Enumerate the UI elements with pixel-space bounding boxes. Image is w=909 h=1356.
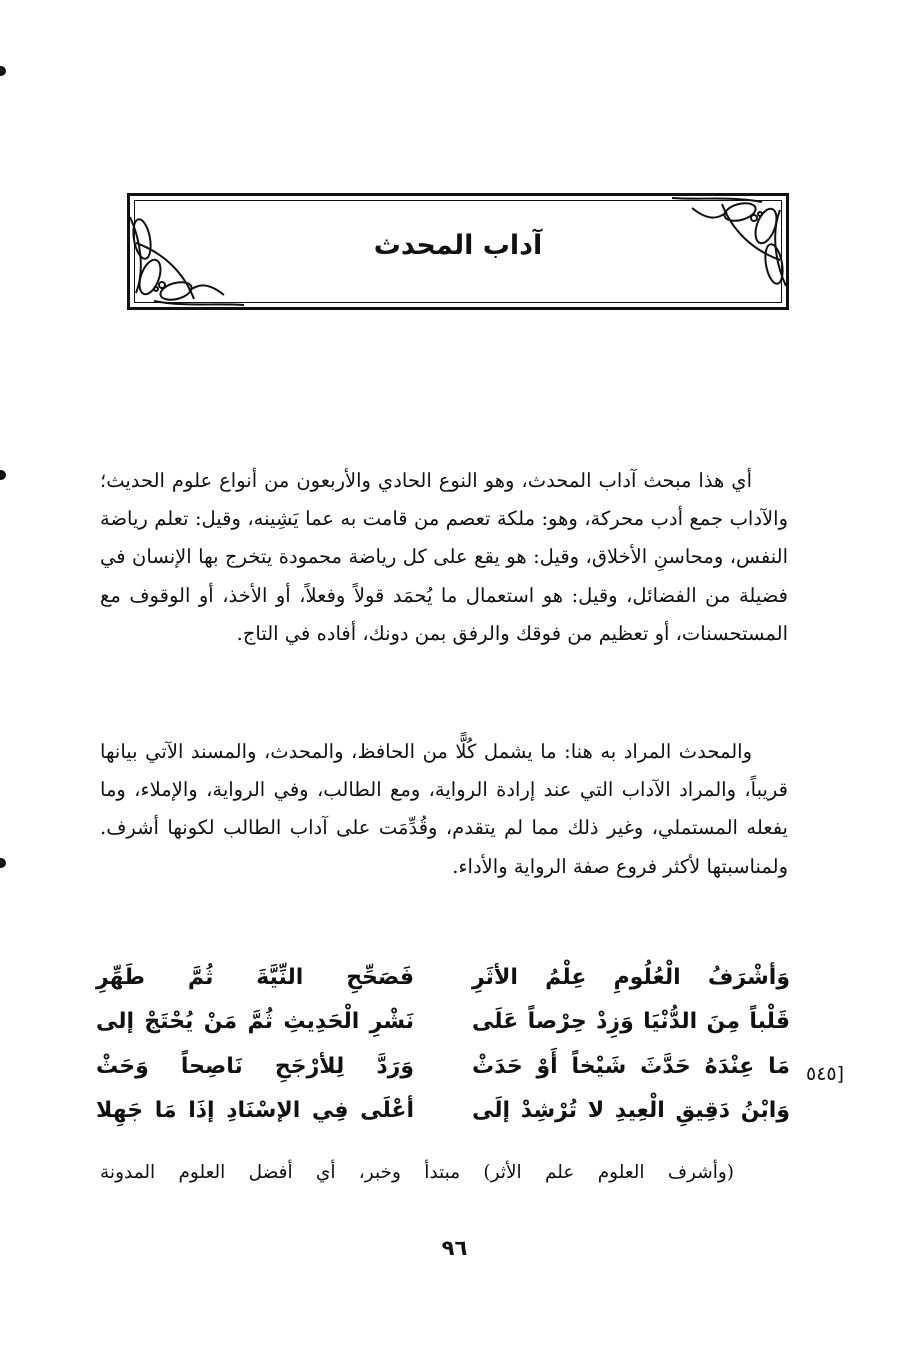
commentary-text: (وأشرف العلوم علم الأثر) مبتدأ وخبر، أي أفضل العلوم المدونة [100, 1162, 734, 1183]
verse-line [96, 1000, 790, 1045]
verse-second-hemistich: وَرَدَّ لِلأرْجَحِ نَاصِحاً وَحَثْ [96, 1053, 414, 1079]
verse-number: [٥٤٥ [806, 1063, 845, 1085]
binding-mark-top [0, 66, 6, 76]
paragraph-text: والمحدث المراد به هنا: ما يشمل كُلًّا من الحافظ، والمحدث، والمسند الآتي بيانها قريباً، والمراد الآداب التي عند إرادة الرواية، ومع الطالب، وفي الرواية، والإملاء، وما يفعله المستملي، وغير ذلك مما لم يتقدم، وقُدِّمَت على آداب الطالب لكونها أشرف. ولمناسبتها لأكثر فروع صفة الرواية والأداء. [100, 740, 788, 878]
verse-line [96, 1044, 790, 1089]
verse-first-hemistich: مَا عِنْدَهُ حَدَّثَ شَيْخاً أَوْ حَدَثْ [472, 1053, 790, 1079]
verse-first-hemistich: وَابْنُ دَقِيقِ الْعِيدِ لا تُرْشِدْ إلَى [472, 1098, 790, 1124]
verse-first-hemistich: قَلْباً مِنَ الدُّنْيَا وَزِدْ حِرْصاً عَلَى [472, 1009, 790, 1035]
chapter-title: آداب المحدث [373, 230, 543, 261]
binding-mark-lower [0, 858, 6, 868]
verse-first-hemistich: وَأشْرَفُ الْعُلُومِ عِلْمُ الأثَرِ [472, 964, 790, 990]
verse-block [96, 955, 790, 1133]
prose-paragraph-1 [100, 462, 788, 653]
verse-second-hemistich: نَشْرِ الْحَدِيثِ ثُمَّ مَنْ يُحْتَجْ إلى [96, 1009, 414, 1035]
paragraph-text: أي هذا مبحث آداب المحدث، وهو النوع الحادي والأربعون من أنواع علوم الحديث؛ والآداب جمع أدب محركة، وهو: ملكة تعصم من قامت به عما يَشِينه، وقيل: تعلم رياضة النفس، ومحاسنِ الأخلاق، وقيل: هو يقع على كل رياضة محمودة يتخرج بها الإنسان في فضيلة من الفضائل، وقيل: هو استعمال ما يُحمَد قولاً وفعلاً، أو الأخذ، أو الوقوف مع المستحسنات، أو تعظيم من فوقك والرفق بمن دونك، أفاده في التاج. [100, 469, 788, 645]
verse-second-hemistich: فَصَحِّحِ النِّيَّةَ ثُمَّ طَهِّرِ [96, 964, 414, 990]
verse-line [96, 1089, 790, 1134]
prose-paragraph-2 [100, 733, 788, 886]
verse-line [96, 955, 790, 1000]
binding-mark-middle [0, 470, 6, 480]
verse-second-hemistich: أعْلَى فِي الإسْنَادِ إذَا مَا جَهِلا [96, 1098, 414, 1124]
chapter-title-frame [127, 193, 789, 310]
page-number: ٩٦ [441, 1236, 468, 1260]
